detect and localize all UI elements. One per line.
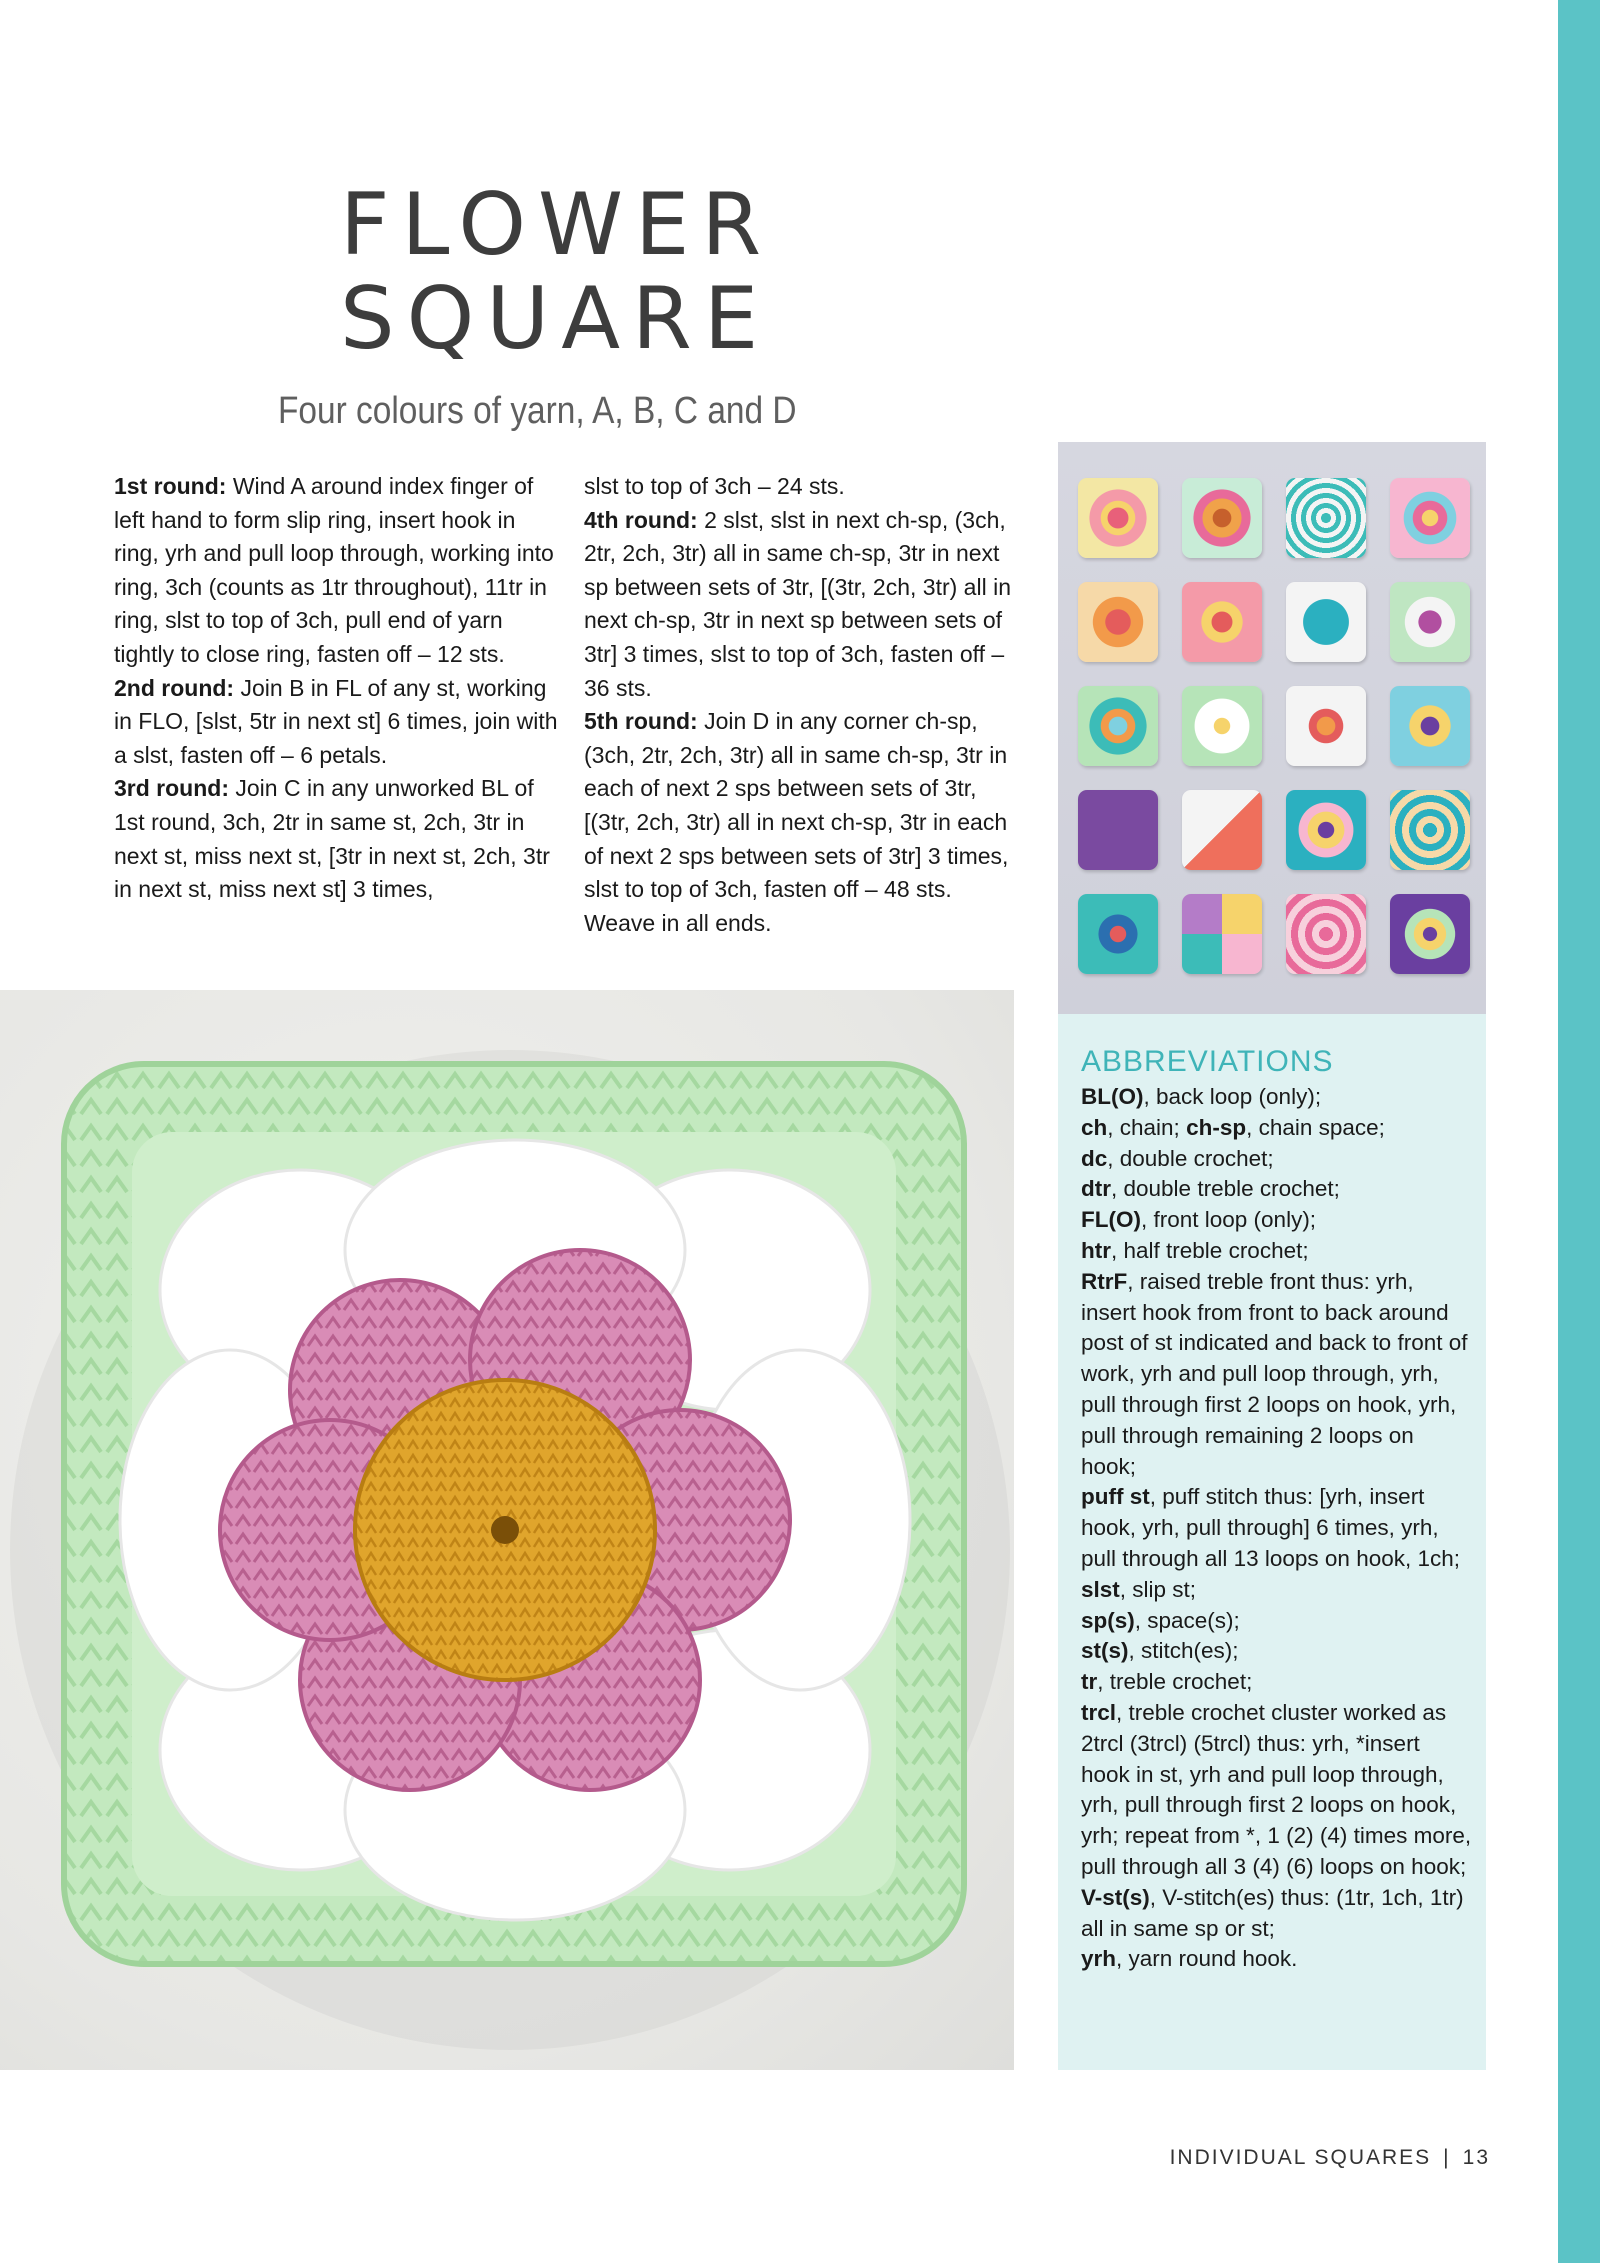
abbreviation-item [1081, 1113, 1473, 1144]
granny-square-thumb [1286, 894, 1366, 974]
abbreviation-term: V-st(s) [1081, 1884, 1150, 1910]
round-2 [114, 672, 564, 773]
abbreviation-definition: , slip st; [1119, 1576, 1197, 1602]
granny-square-thumb [1182, 686, 1262, 766]
abbreviation-term: RtrF [1081, 1268, 1128, 1294]
granny-square-thumb [1390, 686, 1470, 766]
granny-square-thumb [1286, 478, 1366, 558]
granny-square-thumb [1078, 894, 1158, 974]
abbreviation-item [1081, 1606, 1473, 1637]
instructions-column-right [584, 470, 1024, 940]
abbreviations-list [1081, 1082, 1473, 1975]
footer-separator: | [1443, 2146, 1451, 2169]
round-3-continued-text: slst to top of 3ch – 24 sts. [584, 473, 845, 499]
abbreviation-term: sp(s) [1081, 1607, 1135, 1633]
abbreviation-term: BL(O) [1081, 1084, 1144, 1109]
round-1-text: Wind A around index finger of left hand to form slip ring, insert hook in ring, yrh and pull loop through, working into ring, 3ch (counts as 1tr throughout), 11tr in ring, slst to top of 3ch, pull end of yarn tightly to close ring, fasten off – 12 sts. [114, 473, 554, 667]
abbreviations-title: ABBREVIATIONS [1081, 1045, 1334, 1078]
abbreviation-item [1081, 1082, 1473, 1113]
abbreviation-item [1081, 1667, 1473, 1698]
granny-square-thumb [1286, 686, 1366, 766]
granny-square-thumb [1078, 582, 1158, 662]
abbreviation-definition: , yarn round hook. [1116, 1946, 1298, 1972]
granny-square-thumb [1078, 686, 1158, 766]
granny-square-thumb [1390, 790, 1470, 870]
round-3-heading: 3rd round: [114, 775, 229, 802]
granny-square-thumb [1390, 582, 1470, 662]
page-edge-color-bar [1558, 0, 1600, 2263]
granny-square-thumb [1182, 582, 1262, 662]
round-2-text: Join B in FL of any st, working in FLO, [slst, 5tr in next st] 6 times, join with a slst, fasten off – 6 petals. [114, 674, 558, 768]
abbreviation-item [1081, 1482, 1473, 1574]
abbreviation-term: trcl [1081, 1699, 1117, 1725]
abbreviation-item [1081, 1236, 1473, 1267]
round-3 [114, 772, 564, 906]
abbreviation-item [1081, 1267, 1473, 1483]
abbreviation-definition: , chain space; [1246, 1114, 1385, 1140]
round-4-heading: 4th round: [584, 506, 698, 533]
page-footer [1140, 2146, 1490, 2170]
round-1-heading: 1st round: [114, 473, 227, 499]
abbreviation-term: slst [1081, 1576, 1120, 1602]
abbreviation-term: ch-sp [1186, 1114, 1247, 1140]
flower-square-photo [0, 990, 1014, 2070]
abbreviation-definition: , chain; [1107, 1114, 1187, 1140]
abbreviation-definition: , double treble crochet; [1111, 1176, 1340, 1202]
round-2-heading: 2nd round: [114, 674, 235, 701]
abbreviation-term: st(s) [1081, 1638, 1129, 1664]
abbreviation-term: yrh [1081, 1946, 1117, 1972]
abbreviation-item [1081, 1174, 1473, 1205]
abbreviation-term: FL(O) [1081, 1207, 1141, 1233]
abbreviation-item [1081, 1698, 1473, 1883]
abbreviation-definition: , back loop (only); [1143, 1084, 1322, 1109]
round-3-continued [584, 470, 1024, 504]
round-5-heading: 5th round: [584, 708, 698, 735]
abbreviation-term: dc [1081, 1145, 1108, 1171]
abbreviation-definition: , V-stitch(es) thus: (1tr, 1ch, 1tr) all in same sp or st; [1081, 1884, 1464, 1941]
abbreviation-item [1081, 1575, 1473, 1606]
instructions-column-left [114, 470, 564, 907]
abbreviation-definition: , space(s); [1134, 1607, 1240, 1633]
granny-square-thumb [1286, 790, 1366, 870]
abbreviation-definition: , double crochet; [1107, 1145, 1274, 1171]
granny-square-thumb [1078, 790, 1158, 870]
footer-section-name: INDIVIDUAL SQUARES [1169, 2146, 1432, 2169]
granny-square-thumb [1182, 790, 1262, 870]
abbreviation-term: htr [1081, 1237, 1111, 1263]
granny-square-thumb [1390, 894, 1470, 974]
flower-square-illustration [0, 990, 1014, 2070]
abbreviation-definition: , treble crochet cluster worked as 2trcl (3trcl) (5trcl) thus: yrh, *insert hook in st, yrh and pull loop through, yrh, pull through first 2 loops on hook, yrh; repeat from *, 1 (2) (4) times more, pull through all 3 (4) (6) loops on hook; [1081, 1699, 1472, 1879]
round-3-text: Join C in any unworked BL of 1st round, 3ch, 2tr in same st, 2ch, 3tr in next st, miss next st, [3tr in next st, 2ch, 3tr in next st, miss next st] 3 times, [114, 775, 550, 903]
abbreviation-item [1081, 1883, 1473, 1945]
title-line-1: FLOWER [340, 175, 774, 275]
page-title [340, 175, 840, 369]
abbreviation-definition: , stitch(es); [1128, 1638, 1239, 1664]
finishing-note-text: Weave in all ends. [584, 909, 772, 936]
abbreviation-definition: , treble crochet; [1097, 1669, 1253, 1695]
page-subtitle: Four colours of yarn, A, B, C and D [278, 390, 797, 432]
abbreviation-term: dtr [1081, 1176, 1111, 1202]
finishing-note [584, 907, 1024, 941]
abbreviation-definition: , puff stitch thus: [yrh, insert hook, yrh, pull through] 6 times, yrh, pull through all 13 loops on hook, 1ch; [1081, 1484, 1461, 1571]
granny-square-thumb [1286, 582, 1366, 662]
abbreviations-box [1058, 1014, 1486, 2070]
page-number: 13 [1462, 2146, 1490, 2169]
round-5-text: Join D in any corner ch-sp, (3ch, 2tr, 2ch, 3tr) all in same ch-sp, 3tr in each of next 2 sps between sets of 3tr, [(3tr, 2ch, 3tr) all in next ch-sp, 3tr in each of next 2 sps between sets of 3tr] 3 times, slst to top of 3ch, fasten off – 48 sts. [584, 708, 1009, 903]
abbreviation-definition: , raised treble front thus: yrh, insert hook from front to back around post of st indicated and back to front of work, yrh and pull loop through, yrh, pull through first 2 loops on hook, yrh, pull through remaining 2 loops on hook; [1081, 1268, 1468, 1479]
abbreviation-definition: , half treble crochet; [1111, 1237, 1309, 1263]
round-5 [584, 705, 1024, 907]
abbreviation-item [1081, 1144, 1473, 1175]
round-1 [114, 470, 564, 672]
round-4 [584, 504, 1024, 706]
granny-square-thumb [1182, 894, 1262, 974]
abbreviation-item [1081, 1636, 1473, 1667]
title-line-2: SQUARE [340, 269, 771, 369]
granny-squares-collection-photo [1058, 442, 1486, 1014]
granny-square-thumb [1390, 478, 1470, 558]
abbreviation-item [1081, 1205, 1473, 1236]
abbreviation-definition: , front loop (only); [1140, 1207, 1317, 1233]
granny-squares-grid [1078, 478, 1473, 998]
abbreviation-term: ch [1081, 1114, 1108, 1140]
abbreviation-term: puff st [1081, 1484, 1150, 1510]
round-4-text: 2 slst, slst in next ch-sp, (3ch, 2tr, 2ch, 3tr) all in same ch-sp, 3tr in next sp between sets of 3tr, [(3tr, 2ch, 3tr) all in next ch-sp, 3tr in next sp between sets of 3tr] 3 times, slst to top of 3ch, fasten off – 36 sts. [584, 506, 1011, 701]
granny-square-thumb [1078, 478, 1158, 558]
granny-square-thumb [1182, 478, 1262, 558]
abbreviation-item [1081, 1944, 1473, 1975]
abbreviation-term: tr [1081, 1669, 1098, 1695]
